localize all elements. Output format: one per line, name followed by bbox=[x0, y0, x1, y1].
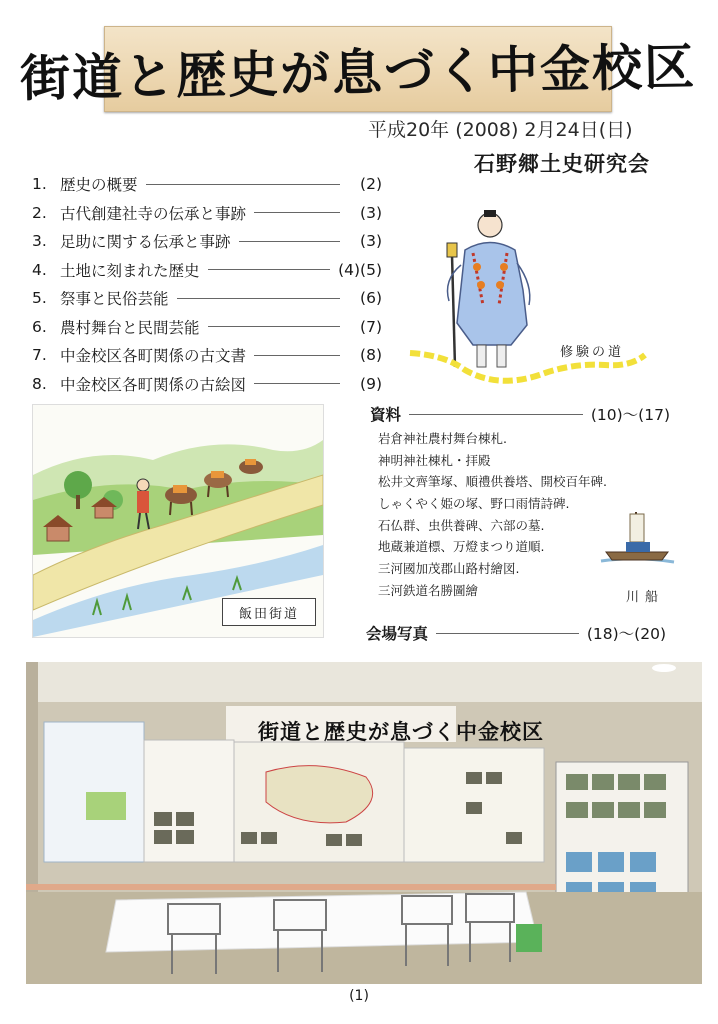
toc-entry bbox=[32, 341, 382, 370]
toc-page: (4)(5) bbox=[338, 260, 382, 279]
exhibition-photo bbox=[26, 662, 702, 984]
road-caption: 飯田街道 bbox=[222, 598, 316, 626]
material-item: 岩倉神社農村舞台棟札. bbox=[378, 431, 507, 446]
toc-page: (9) bbox=[360, 374, 382, 393]
toc-title: 土地に刻まれた歴史 bbox=[60, 261, 200, 280]
materials-title: 資料 bbox=[370, 406, 402, 424]
material-item: 三河鉄道名勝圖繪 bbox=[378, 582, 479, 598]
toc-number: 6. bbox=[32, 317, 47, 336]
toc-title: 祭事と民俗芸能 bbox=[60, 290, 169, 309]
toc-page: (3) bbox=[360, 203, 382, 222]
toc-entry bbox=[32, 370, 382, 399]
toc-entry bbox=[32, 227, 382, 256]
toc-number: 7. bbox=[32, 346, 47, 365]
leader-line bbox=[254, 383, 340, 384]
toc-page: (8) bbox=[360, 346, 382, 365]
venue-photos-title: 会場写真 bbox=[366, 625, 429, 643]
material-item: 三河國加茂郡山路村繪図. bbox=[378, 561, 520, 577]
toc-number: 3. bbox=[32, 232, 47, 251]
leader-line bbox=[409, 414, 583, 415]
exhibition-scene bbox=[26, 662, 702, 984]
leader-line bbox=[239, 241, 340, 242]
leader-line bbox=[208, 269, 331, 270]
material-item: しゃくやく姫の塚、野口雨情詩碑. bbox=[378, 496, 570, 512]
page-title: 街道と歴史が息づく中金校区 bbox=[19, 37, 697, 108]
leader-line bbox=[177, 298, 340, 299]
toc-entry bbox=[32, 170, 382, 199]
toc-number: 8. bbox=[32, 374, 47, 393]
toc-page: (7) bbox=[360, 317, 382, 336]
toc-page: (6) bbox=[360, 289, 382, 308]
materials-page: (10)～(17) bbox=[590, 406, 670, 424]
toc-number: 4. bbox=[32, 260, 47, 279]
toc-entry bbox=[32, 313, 382, 342]
materials-heading bbox=[370, 403, 670, 425]
toc-title: 足助に関する伝承と事跡 bbox=[60, 233, 231, 252]
toc-number: 1. bbox=[32, 175, 47, 194]
leader-line bbox=[146, 184, 340, 185]
boat-caption: 川船 bbox=[626, 590, 665, 605]
venue-photos-heading bbox=[366, 622, 666, 644]
leader-line bbox=[254, 212, 340, 213]
toc-title: 歴史の概要 bbox=[60, 176, 138, 195]
toc-number: 2. bbox=[32, 203, 47, 222]
toc-entry bbox=[32, 199, 382, 228]
toc-number: 5. bbox=[32, 289, 47, 308]
table-of-contents bbox=[32, 170, 382, 398]
photo-banner-text: 街道と歴史が息づく中金校区 bbox=[258, 719, 544, 744]
toc-title: 中金校区各町関係の古絵図 bbox=[60, 375, 247, 394]
leader-line bbox=[254, 355, 340, 356]
monk-caption: 修験の道 bbox=[560, 345, 625, 360]
leader-line bbox=[436, 633, 579, 634]
event-date: 平成20年 (2008) 2月24日(日) bbox=[368, 119, 633, 141]
toc-page: (2) bbox=[360, 175, 382, 194]
material-item: 地蔵兼道標、万燈まつり道順. bbox=[378, 539, 545, 555]
mountain-monk-illustration bbox=[405, 205, 655, 400]
material-item: 石仏群、虫供養碑、六部の墓. bbox=[378, 517, 545, 533]
toc-title: 中金校区各町関係の古文書 bbox=[60, 347, 247, 366]
material-item: 神明神社棟札・拝殿 bbox=[378, 452, 491, 468]
toc-entry bbox=[32, 256, 382, 285]
venue-photos-page: (18)～(20) bbox=[586, 625, 666, 643]
organization-name: 石野郷土史研究会 bbox=[474, 152, 650, 176]
toc-title: 農村舞台と民間芸能 bbox=[60, 318, 200, 337]
page-number: (1) bbox=[349, 988, 369, 1004]
toc-page: (3) bbox=[360, 232, 382, 251]
material-item: 松井文齊筆塚、順禮供養塔、開校百年碑. bbox=[378, 474, 607, 490]
leader-line bbox=[208, 326, 340, 327]
title-board bbox=[19, 26, 697, 112]
toc-entry bbox=[32, 284, 382, 313]
toc-title: 古代創建社寺の伝承と事跡 bbox=[60, 204, 247, 223]
river-boat-illustration bbox=[596, 506, 676, 574]
